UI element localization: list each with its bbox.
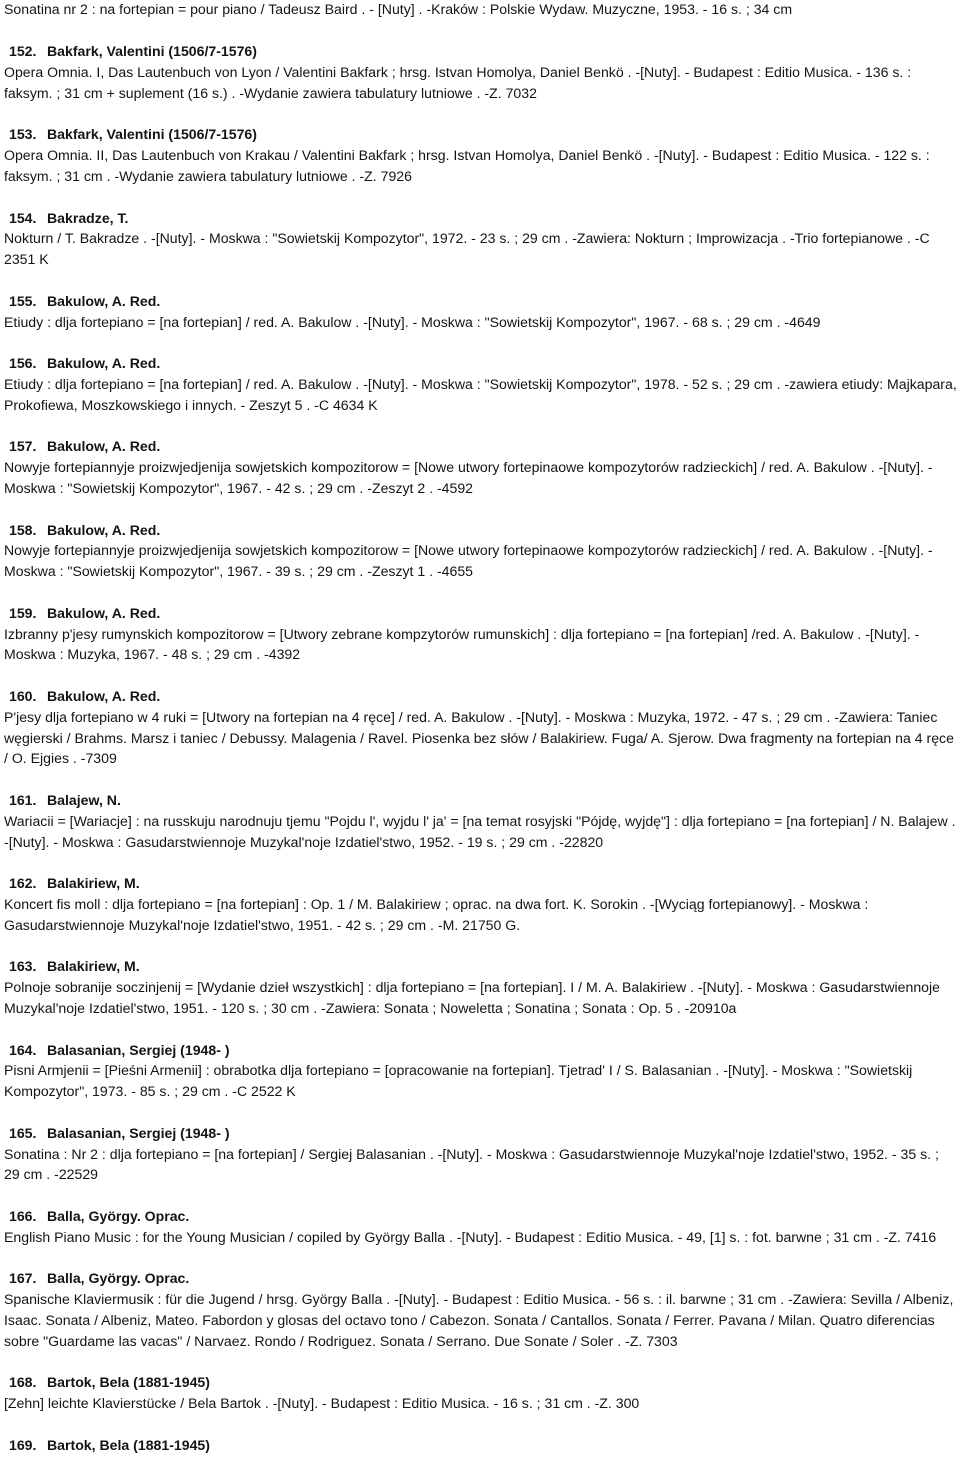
entry-number: 169. (9, 1436, 37, 1453)
catalog-entry (4, 1123, 958, 1185)
entry-author: Balasanian, Sergiej (1948- ) (47, 1124, 230, 1141)
entry-number: 160. (9, 688, 37, 704)
catalog-entry (4, 1040, 958, 1102)
entry-heading (4, 956, 958, 977)
entry-heading (4, 124, 958, 145)
entry-description: Etiudy : dlja fortepiano = [na fortepian] / red. A. Bakulow . -[Nuty]. - Moskwa : "Sowietskij Kompozytor", 1967. - 68 s. ; 29 cm . -4649 (4, 313, 821, 330)
entry-description: Nokturn / T. Bakradze . -[Nuty]. - Moskwa : "Sowietskij Kompozytor", 1972. - 23 s. ; 29 cm . -Zawiera: Nokturn ; Improwizacja . -Trio fortepianowe . -C 2351 K (4, 230, 930, 268)
entry-description: Opera Omnia. II, Das Lautenbuch von Krakau / Valentini Bakfark ; hrsg. Istvan Homolya, Daniel Benkö . -[Nuty]. - Budapest : Editio Musica. - 122 s. : faksym. ; 31 cm . -Wydanie zawiera tabulatury lutniowe . -Z. 7926 (4, 147, 930, 185)
catalog-entry (4, 1435, 958, 1456)
entry-number: 163. (9, 958, 37, 975)
catalog-entry (4, 873, 958, 935)
entry-description: Nowyje fortepiannyje proizwjedjenija sowjetskich kompozitorow = [Nowe utwory fortepinaowe kompozytorów radzieckich] / red. A. Bakulow . -[Nuty]. - Moskwa : "Sowietskij Kompozytor", 1967. - 39 s. ; 29 cm . -Zeszyt 1 . -4655 (4, 542, 933, 580)
catalog-entry (4, 790, 958, 852)
entry-heading (4, 790, 958, 811)
catalog-entry (4, 1268, 958, 1351)
entry-number: 155. (9, 292, 37, 309)
entry-heading (4, 208, 958, 229)
entry-number: 162. (9, 875, 37, 892)
entry-number: 166. (9, 1207, 37, 1224)
catalog-entry (4, 291, 958, 333)
entry-description: Sonatina nr 2 : na fortepian = pour piano / Tadeusz Baird . - [Nuty] . -Kraków : Polskie Wydaw. Muzyczne, 1953. - 16 s. ; 34 cm (4, 1, 793, 17)
entry-description: Izbranny p'jesy rumynskich kompozitorow = [Utwory zebrane kompzytorów rumunskich] : dlja fortepiano = [na fortepian] /red. A. Bakulow . -[Nuty]. - Moskwa : Muzyka, 1967. - 48 s. ; 29 cm . -4392 (4, 625, 920, 663)
entry-heading (4, 603, 958, 624)
entry-heading (4, 1372, 958, 1393)
entry-heading (4, 1206, 958, 1227)
entry-number: 158. (9, 521, 37, 538)
catalog-entry (4, 1372, 958, 1414)
entry-heading (4, 41, 958, 62)
entry-number: 159. (9, 604, 37, 621)
entry-description: Nowyje fortepiannyje proizwjedjenija sowjetskich kompozitorow = [Nowe utwory fortepinaowe kompozytorów radzieckich] / red. A. Bakulow . -[Nuty]. - Moskwa : "Sowietskij Kompozytor", 1967. - 42 s. ; 29 cm . -Zeszyt 2 . -4592 (4, 459, 933, 497)
entry-author: Bakulow, A. Red. (47, 355, 161, 372)
entry-heading (4, 436, 958, 457)
entry-author: Bakulow, A. Red. (47, 292, 161, 309)
catalog-page (4, 0, 958, 1476)
entry-heading (4, 873, 958, 894)
entry-author: Bakulow, A. Red. (47, 521, 161, 538)
entry-number: 153. (9, 126, 37, 143)
catalog-entry (4, 208, 958, 270)
entry-author: Bartok, Bela (1881-1945) (47, 1374, 210, 1391)
catalog-entry (4, 353, 958, 415)
entry-heading (4, 1123, 958, 1144)
entry-author: Balakiriew, M. (47, 958, 140, 975)
entry-description: P'jesy dlja fortepiano w 4 ruki = [Utwory na fortepian na 4 ręce] / red. A. Bakulow . -[Nuty]. - Moskwa : Muzyka, 1972. - 47 s. ; 29 cm . -Zawiera: Taniec węgierski / Brahms. Marsz i taniec / Debussy. Malagenia / Ravel. Piosenka bez słów / Balakiriew. Fuga/ A. Sjerow. Dwa fragmenty na fortepian na 4 ręce / O. Ejgies . -7309 (4, 708, 954, 767)
entry-number: 157. (9, 438, 37, 455)
entry-author: Balla, György. Oprac. (47, 1270, 190, 1287)
entry-author: Bakulow, A. Red. (47, 688, 161, 704)
entry-description: Koncert fis moll : dlja fortepiano = [na fortepian] : Op. 1 / M. Balakiriew ; oprac. na dwa fort. K. Sorokin . -[Wyciąg fortepianowy]. - Moskwa : Gasudarstwiennoje Muzykal'noje Izdatiel'stwo, 1951. - 42 s. ; 29 cm . -M. 21750 G. (4, 895, 869, 933)
entry-description: Opera Omnia. I, Das Lautenbuch von Lyon / Valentini Bakfark ; hrsg. Istvan Homolya, Daniel Benkö . -[Nuty]. - Budapest : Editio Musica. - 136 s. : faksym. ; 31 cm + suplement (16 s.) . -Wydanie zawiera tabulatury lutniowe . -Z. 7032 (4, 64, 912, 101)
entry-author: Balla, György. Oprac. (47, 1207, 190, 1224)
entry-description: English Piano Music : for the Young Musician / copiled by György Balla . -[Nuty]. - Budapest : Editio Musica. - 49, [1] s. : fot. barwne ; 31 cm . -Z. 7416 (4, 1228, 937, 1245)
catalog-entry (4, 0, 958, 20)
entry-author: Bakulow, A. Red. (47, 438, 161, 455)
entry-author: Bartok, Bela (1881-1945) (47, 1436, 210, 1453)
entry-description: Etiudy : dlja fortepiano = [na fortepian] / red. A. Bakulow . -[Nuty]. - Moskwa : "Sowietskij Kompozytor", 1978. - 52 s. ; 29 cm . -zawiera etiudy: Majkapara, Prokofiewa, Moszkowskiego i innych. - Zeszyt 5 . -C 4634 K (4, 376, 957, 413)
entry-heading (4, 353, 958, 374)
entry-author: Balakiriew, M. (47, 875, 140, 892)
entry-number: 168. (9, 1374, 37, 1391)
catalog-entry (4, 1206, 958, 1248)
entry-number: 161. (9, 791, 37, 808)
entry-author: Balajew, N. (47, 791, 121, 808)
entry-description: Pisni Armjenii = [Pieśni Armenii] : obrabotka dlja fortepiano = [opracowanie na fortepian]. Tjetrad' I / S. Balasanian . -[Nuty]. - Moskwa : "Sowietskij Kompozytor", 1973. - 85 s. ; 29 cm . -C 2522 K (4, 1062, 913, 1100)
entry-author: Balasanian, Sergiej (1948- ) (47, 1041, 230, 1058)
entry-heading (4, 291, 958, 312)
entry-number: 152. (9, 43, 37, 60)
catalog-entry (4, 603, 958, 665)
entry-number: 156. (9, 355, 37, 372)
entry-author: Bakfark, Valentini (1506/7-1576) (47, 126, 257, 143)
entry-heading (4, 520, 958, 541)
entry-heading (4, 1435, 958, 1456)
entry-author: Bakulow, A. Red. (47, 604, 161, 621)
entry-description: [Zehn] leichte Klavierstücke / Bela Bartok . -[Nuty]. - Budapest : Editio Musica. - 16 s. ; 31 cm . -Z. 300 (4, 1395, 640, 1412)
entry-number: 164. (9, 1041, 37, 1058)
entry-description: Wariacii = [Wariacje] : na russkuju narodnuju tjemu "Pojdu l', wyjdu l' ja' = [na temat rosyjski "Pójdę, wyjdę"] : dlja fortepiano = [na fortepian] / N. Balajew . -[Nuty]. - Moskwa : Gasudarstwiennoje Muzykal'noje Izdatiel'stwo, 1952. - 19 s. ; 29 cm . -22820 (4, 812, 956, 850)
catalog-entry (4, 41, 958, 103)
entry-heading (4, 686, 958, 707)
entry-number: 165. (9, 1124, 37, 1141)
entry-author: Bakradze, T. (47, 209, 129, 226)
catalog-entry (4, 436, 958, 498)
catalog-entry (4, 124, 958, 186)
entry-description: Polnoje sobranije soczinjenij = [Wydanie dzieł wszystkich] : dlja fortepiano = [na fortepian]. I / M. A. Balakiriew . -[Nuty]. - Moskwa : Gasudarstwiennoje Muzykal'noje Izdatiel'stwo, 1951. - 120 s. ; 30 cm . -Zawiera: Sonata ; Noweletta ; Sonatina ; Sonata : Op. 5 . -20910a (4, 979, 940, 1016)
catalog-entry (4, 686, 958, 769)
entry-heading (4, 1268, 958, 1289)
entry-heading (4, 1040, 958, 1061)
catalog-entry (4, 956, 958, 1018)
catalog-entry (4, 520, 958, 582)
entry-description: Sonatina : Nr 2 : dlja fortepiano = [na fortepian] / Sergiej Balasanian . -[Nuty]. - Moskwa : Gasudarstwiennoje Muzykal'noje Izdatiel'stwo, 1952. - 35 s. ; 29 cm . -22529 (4, 1145, 939, 1183)
entry-description: Spanische Klaviermusik : für die Jugend / hrsg. György Balla . -[Nuty]. - Budapest : Editio Musica. - 56 s. : il. barwne ; 31 cm . -Zawiera: Sevilla / Albeniz, Isaac. Sonata / Albeniz, Mateo. Fabordon y glosas del octavo tono / Cabezon. Sonata / Cantallos. Sonata / Ferrer. Pavana / Milan. Quatro diferencias sobre "Guardame las vacas" / Narvaez. Rondo / Rodriguez. Sonata / Serrano. Due Sonate / Soler . -Z. 7303 (4, 1291, 954, 1349)
entry-number: 167. (9, 1270, 37, 1287)
entry-author: Bakfark, Valentini (1506/7-1576) (47, 43, 257, 60)
entry-number: 154. (9, 209, 37, 226)
